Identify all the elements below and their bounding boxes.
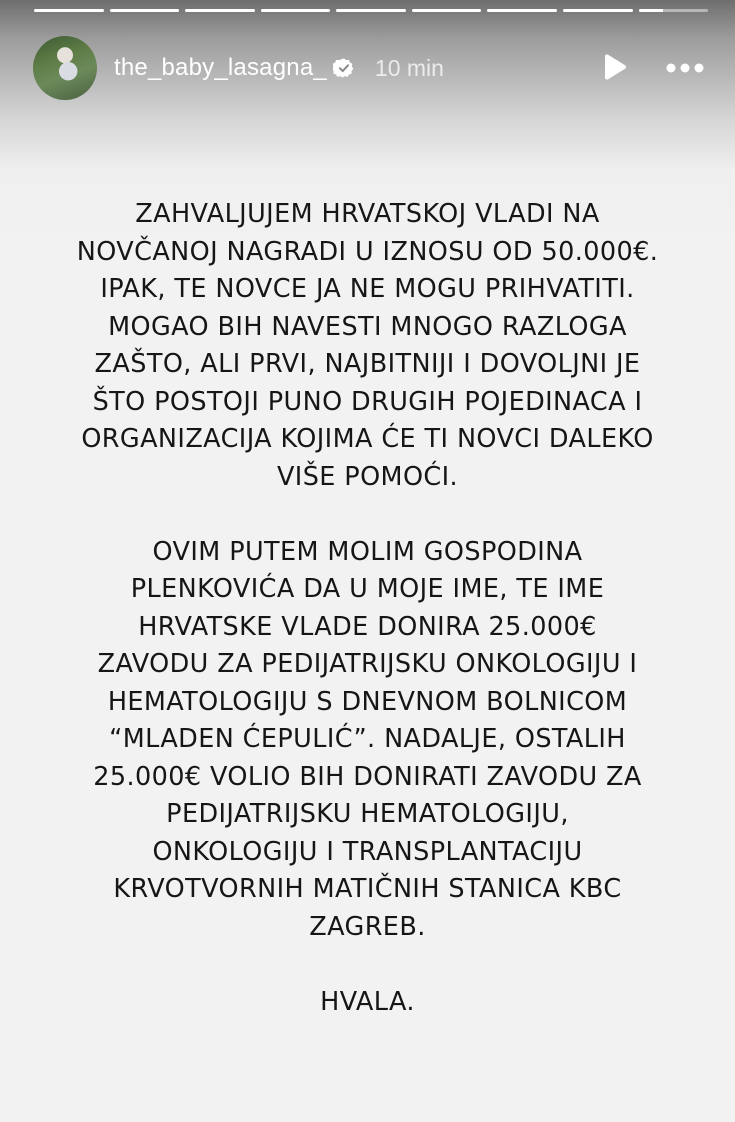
story-text-content [40, 196, 695, 1021]
story-header [33, 36, 707, 100]
more-horizontal-icon[interactable] [665, 62, 705, 74]
progress-segment [34, 9, 104, 12]
progress-segment-fill [185, 9, 255, 12]
progress-segment-fill [487, 9, 557, 12]
story-timestamp: 10 min [374, 54, 444, 81]
verified-badge-icon [333, 57, 355, 79]
progress-segment [336, 9, 406, 12]
progress-segment [563, 9, 633, 12]
progress-segment-fill [412, 9, 482, 12]
story-paragraph-donation: OVIM PUTEM MOLIM GOSPODINA PLENKOVIĆA DA U MOJE IME, TE IME HRVATSKE VLADE DONIRA 25.000€ ZAVODU ZA PEDIJATRIJSKU ONKOLOGIJU I HEMATOLOGIJU S DNEVNOM BOLNICOM “MLADEN ĆEPULIĆ”. NADALJE, OSTALIH 25.000€ VOLIO BIH DONIRATI ZAVODU ZA PEDIJATRIJSKU HEMATOLOGIJU, ONKOLOGIJU I TRANSPLANTACIJU KRVOTVORNIH MATIČNIH STANICA KBC ZAGREB. [93, 536, 642, 942]
progress-segment [185, 9, 255, 12]
progress-segment [487, 9, 557, 12]
progress-segment [412, 9, 482, 12]
progress-segment [261, 9, 331, 12]
progress-segment-fill [639, 9, 663, 12]
story-progress-bar [34, 9, 708, 13]
play-icon[interactable] [601, 53, 629, 83]
progress-segment [639, 9, 709, 12]
story-paragraph-closing: HVALA. [320, 986, 415, 1017]
progress-segment-fill [336, 9, 406, 12]
username[interactable]: the_baby_lasagna_ [114, 54, 327, 81]
progress-segment-fill [261, 9, 331, 12]
avatar[interactable] [33, 36, 97, 100]
progress-segment-fill [563, 9, 633, 12]
story-paragraph-thanks: ZAHVALJUJEM HRVATSKOJ VLADI NA NOVČANOJ NAGRADI U IZNOSU OD 50.000€. IPAK, TE NOVCE JA NE MOGU PRIHVATITI. MOGAO BIH NAVESTI MNOGO RAZLOGA ZAŠTO, ALI PRVI, NAJBITNIJI I DOVOLJNI JE ŠTO POSTOJI PUNO DRUGIH POJEDINACA I ORGANIZACIJA KOJIMA ĆE TI NOVCI DALEKO VIŠE POMOĆI. [76, 199, 659, 492]
progress-segment-fill [110, 9, 180, 12]
progress-segment [110, 9, 180, 12]
progress-segment-fill [34, 9, 104, 12]
